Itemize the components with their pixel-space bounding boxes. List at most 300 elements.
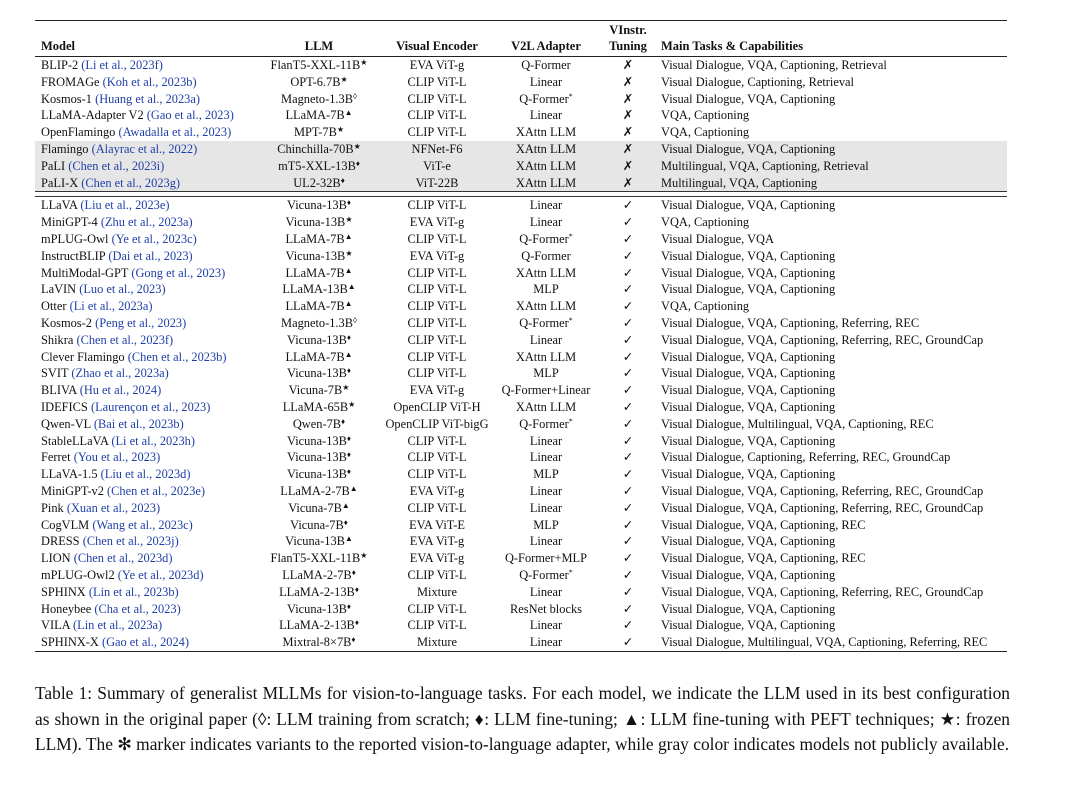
llm-name: Vicuna-13B xyxy=(287,366,347,381)
citation-link[interactable]: (Lin et al., 2023b) xyxy=(88,584,179,599)
model-cell xyxy=(35,214,255,231)
tasks-cell: Multilingual, VQA, Captioning, Retrieval xyxy=(655,158,1007,175)
adapter-cell xyxy=(491,281,601,298)
citation-link[interactable]: (Lin et al., 2023a) xyxy=(73,618,163,633)
adapter-name: XAttn LLM xyxy=(515,265,577,280)
llm-name: LLaMA-2-13B xyxy=(279,618,355,633)
model-cell xyxy=(35,141,255,158)
tuning-mark: ✓ xyxy=(622,483,634,498)
tasks-cell: Visual Dialogue, VQA, Captioning xyxy=(655,197,1007,214)
table-row xyxy=(35,466,1007,483)
visual-encoder-cell: ViT-22B xyxy=(383,175,491,192)
visual-encoder-cell: CLIP ViT-L xyxy=(407,108,467,123)
citation-link[interactable]: (Gao et al., 2024) xyxy=(101,635,189,650)
tuning-mark: ✓ xyxy=(622,248,634,263)
adapter-cell xyxy=(491,500,601,517)
llm-name: Vicuna-7B xyxy=(288,383,343,398)
llm-training-marker: ♦ xyxy=(346,198,351,208)
model-name: Qwen-VL xyxy=(41,416,91,431)
model-name: FROMAGe xyxy=(41,74,100,89)
citation-link[interactable]: (Dai et al., 2023) xyxy=(108,248,193,263)
table-row xyxy=(35,584,1007,601)
llm-training-marker: ◊ xyxy=(352,315,357,325)
llm-training-marker: ▲ xyxy=(344,231,353,241)
adapter-cell xyxy=(491,399,601,416)
llm-name: Magneto-1.3B xyxy=(281,91,353,106)
model-name: MiniGPT-v2 xyxy=(41,483,104,498)
adapter-cell xyxy=(491,248,601,265)
model-cell xyxy=(35,517,255,534)
llm-cell xyxy=(255,315,383,332)
tasks-cell: Visual Dialogue, VQA, Captioning xyxy=(661,601,836,616)
adapter-name: Linear xyxy=(529,635,563,650)
model-name: OpenFlamingo xyxy=(41,125,116,140)
visual-encoder-cell: ViT-e xyxy=(383,158,491,175)
llm-training-marker: ♦ xyxy=(346,450,351,460)
visual-encoder-cell: EVA ViT-g xyxy=(409,534,465,549)
adapter-cell xyxy=(491,158,601,175)
visual-encoder-cell: CLIP ViT-L xyxy=(407,91,467,106)
citation-link[interactable]: (Gong et al., 2023) xyxy=(131,265,226,280)
citation-link[interactable]: (Gao et al., 2023) xyxy=(146,108,234,123)
adapter-name: Q-Former xyxy=(519,315,569,330)
model-cell xyxy=(35,500,255,517)
table-row xyxy=(35,399,1007,416)
tuning-mark: ✗ xyxy=(601,175,655,192)
llm-training-marker: ▲ xyxy=(344,534,353,544)
llm-name: LLaMA-2-13B xyxy=(279,584,355,599)
llm-cell xyxy=(255,91,383,108)
table-row xyxy=(35,57,1007,74)
llm-cell xyxy=(255,124,383,141)
llm-training-marker: ♦ xyxy=(346,601,351,611)
citation-link[interactable]: (Ye et al., 2023c) xyxy=(111,231,197,246)
tuning-mark: ✓ xyxy=(622,551,634,566)
visual-encoder-cell: CLIP ViT-L xyxy=(407,349,467,364)
model-cell xyxy=(35,107,255,124)
tasks-cell: Visual Dialogue, VQA, Captioning xyxy=(661,399,836,414)
table-row xyxy=(35,382,1007,399)
tasks-cell: VQA, Captioning xyxy=(661,125,750,140)
tasks-cell: Visual Dialogue, VQA, Captioning xyxy=(661,534,836,549)
table-row xyxy=(35,197,1007,214)
header-main-tasks: Main Tasks & Capabilities xyxy=(661,38,804,53)
llm-cell xyxy=(255,158,383,175)
tuning-mark: ✓ xyxy=(622,315,634,330)
llm-cell xyxy=(255,533,383,550)
citation-link[interactable]: (Ye et al., 2023d) xyxy=(117,567,204,582)
llm-cell xyxy=(255,567,383,584)
mllm-table xyxy=(35,20,1007,652)
tasks-cell: Visual Dialogue, VQA, Captioning xyxy=(661,567,836,582)
citation-link[interactable]: (Cha et al., 2023) xyxy=(94,601,181,616)
llm-training-marker: ▲ xyxy=(349,483,358,493)
adapter-name: XAttn LLM xyxy=(515,175,577,190)
llm-cell xyxy=(255,107,383,124)
model-name: DRESS xyxy=(41,534,80,549)
llm-training-marker: ♦ xyxy=(351,635,356,645)
tasks-cell: Visual Dialogue, VQA, Captioning, Referring, REC, GroundCap xyxy=(661,584,984,599)
adapter-name: XAttn LLM xyxy=(515,349,577,364)
citation-link[interactable]: (Chen et al., 2023e) xyxy=(107,483,206,498)
visual-encoder-cell: CLIP ViT-L xyxy=(383,197,491,214)
citation-link[interactable]: (Hu et al., 2024) xyxy=(79,383,162,398)
table-row xyxy=(35,248,1007,265)
visual-encoder-cell: Mixture xyxy=(417,584,457,599)
tuning-mark: ✓ xyxy=(622,618,634,633)
llm-name: Vicuna-13B xyxy=(287,198,347,213)
tasks-cell: Visual Dialogue, VQA, Captioning xyxy=(661,618,836,633)
tuning-mark: ✓ xyxy=(622,299,634,314)
llm-training-marker: ♦ xyxy=(354,618,359,628)
llm-name: FlanT5-XXL-11B xyxy=(270,551,361,566)
model-name: PaLI-X xyxy=(41,175,79,190)
adapter-cell xyxy=(491,634,601,651)
tuning-mark: ✗ xyxy=(622,91,634,106)
llm-cell xyxy=(255,550,383,567)
citation-link[interactable]: (Bai et al., 2023b) xyxy=(93,416,184,431)
llm-training-marker: ▲ xyxy=(344,349,353,359)
adapter-cell xyxy=(491,175,601,192)
llm-name: Vicuna-13B xyxy=(285,248,346,263)
tuning-mark: ✓ xyxy=(622,265,634,280)
model-name: Kosmos-2 xyxy=(41,315,92,330)
tasks-cell: Visual Dialogue, VQA, Captioning, Retrieval xyxy=(661,58,887,72)
tasks-cell: Visual Dialogue, VQA, Captioning xyxy=(661,383,836,398)
adapter-name: Q-Former xyxy=(519,416,569,431)
llm-training-marker: ★ xyxy=(336,125,345,135)
citation-link[interactable]: (Chen et al., 2023j) xyxy=(82,534,179,549)
citation-link[interactable]: (Chen et al., 2023f) xyxy=(76,332,174,347)
tasks-cell: Visual Dialogue, VQA, Captioning xyxy=(661,433,836,448)
model-cell xyxy=(35,281,255,298)
adapter-cell xyxy=(491,298,601,315)
table-row xyxy=(35,91,1007,108)
citation-link[interactable]: (Awadalla et al., 2023) xyxy=(118,125,232,140)
adapter-variant-marker: * xyxy=(568,315,573,325)
llm-name: LLaMA-65B xyxy=(282,399,349,414)
table-row xyxy=(35,158,1007,175)
visual-encoder-cell: OpenCLIP ViT-H xyxy=(393,399,481,414)
adapter-cell xyxy=(491,231,601,248)
adapter-name: Linear xyxy=(529,108,563,123)
llm-training-marker: ▲ xyxy=(344,265,353,275)
header-visual-encoder: Visual Encoder xyxy=(396,38,478,53)
tasks-cell: Visual Dialogue, Captioning, Retrieval xyxy=(661,74,854,89)
llm-training-marker: ★ xyxy=(360,58,368,67)
tasks-cell: VQA, Captioning xyxy=(661,215,750,230)
tuning-mark: ✓ xyxy=(622,282,634,297)
model-name: Flamingo xyxy=(41,141,89,156)
citation-link[interactable]: (Liu et al., 2023d) xyxy=(100,467,191,482)
tasks-cell: Visual Dialogue, Multilingual, VQA, Captioning, Referring, REC xyxy=(655,634,1007,651)
llm-name: MPT-7B xyxy=(293,125,337,140)
tuning-mark: ✓ xyxy=(622,584,634,599)
adapter-cell xyxy=(491,365,601,382)
llm-cell xyxy=(255,197,383,214)
llm-cell xyxy=(255,231,383,248)
citation-link[interactable]: (Luo et al., 2023) xyxy=(79,282,166,297)
llm-cell xyxy=(255,617,383,634)
model-cell xyxy=(35,91,255,108)
llm-cell xyxy=(255,74,383,91)
llm-name: FlanT5-XXL-11B xyxy=(270,58,361,72)
llm-cell xyxy=(255,349,383,366)
adapter-name: MLP xyxy=(533,366,559,381)
visual-encoder-cell: EVA ViT-g xyxy=(409,551,465,566)
llm-name: Vicuna-13B xyxy=(287,332,347,347)
llm-cell xyxy=(255,248,383,265)
visual-encoder-cell: CLIP ViT-L xyxy=(407,265,467,280)
visual-encoder-cell: EVA ViT-g xyxy=(409,58,465,72)
llm-training-marker: ♦ xyxy=(346,467,351,477)
tuning-mark: ✓ xyxy=(622,601,634,616)
table-row xyxy=(35,483,1007,500)
llm-name: LLaMA-2-7B xyxy=(282,567,352,582)
llm-name: Vicuna-7B xyxy=(288,500,342,515)
tasks-cell: VQA, Captioning xyxy=(661,108,750,123)
citation-link[interactable]: (Li et al., 2023h) xyxy=(111,433,195,448)
llm-name: Vicuna-13B xyxy=(287,450,347,465)
table-row xyxy=(35,517,1007,534)
llm-training-marker: ★ xyxy=(353,141,361,151)
adapter-cell xyxy=(491,617,601,634)
adapter-cell xyxy=(491,91,601,108)
llm-training-marker: ♦ xyxy=(343,517,348,527)
adapter-name: Linear xyxy=(529,450,563,465)
model-cell xyxy=(35,74,255,91)
table-row xyxy=(35,107,1007,124)
model-name: PaLI xyxy=(41,158,66,173)
model-name: SVIT xyxy=(41,366,69,381)
llm-cell xyxy=(255,584,383,601)
tuning-mark: ✓ xyxy=(622,349,634,364)
model-name: VILA xyxy=(41,618,70,633)
model-cell xyxy=(35,433,255,450)
citation-link[interactable]: (Laurençon et al., 2023) xyxy=(90,399,211,414)
llm-training-marker: ★ xyxy=(342,383,350,393)
adapter-name: XAttn LLM xyxy=(515,125,577,140)
visual-encoder-cell: EVA ViT-g xyxy=(409,248,465,263)
llm-name: LLaMA-7B xyxy=(285,231,345,246)
citation-link[interactable]: (Chen et al., 2023b) xyxy=(127,349,227,364)
visual-encoder-cell: CLIP ViT-L xyxy=(407,231,467,246)
header-llm: LLM xyxy=(304,38,334,53)
table-row xyxy=(35,634,1007,651)
model-cell xyxy=(35,124,255,141)
llm-cell xyxy=(255,483,383,500)
citation-link[interactable]: (Koh et al., 2023b) xyxy=(102,74,197,89)
llm-cell xyxy=(255,57,383,74)
citation-link[interactable]: (You et al., 2023) xyxy=(73,450,161,465)
header-model: Model xyxy=(41,38,76,53)
table-row xyxy=(35,500,1007,517)
adapter-variant-marker: * xyxy=(568,231,573,241)
llm-cell xyxy=(255,382,383,399)
citation-link[interactable]: (Alayrac et al., 2022) xyxy=(91,141,198,156)
llm-training-marker: ▲ xyxy=(344,299,353,309)
tasks-cell: Visual Dialogue, VQA, Captioning xyxy=(661,366,836,381)
adapter-cell xyxy=(491,197,601,214)
tasks-cell: Multilingual, VQA, Captioning xyxy=(655,175,1007,192)
citation-link[interactable]: (Xuan et al., 2023) xyxy=(66,500,161,515)
adapter-cell xyxy=(491,214,601,231)
visual-encoder-cell: CLIP ViT-L xyxy=(407,500,467,515)
table-row xyxy=(35,550,1007,567)
llm-cell xyxy=(255,365,383,382)
visual-encoder-cell: CLIP ViT-L xyxy=(407,125,467,140)
tuning-mark: ✓ xyxy=(622,517,634,532)
model-cell xyxy=(35,158,255,175)
llm-training-marker: ★ xyxy=(345,215,353,225)
model-name: mPLUG-Owl xyxy=(41,231,109,246)
adapter-cell xyxy=(491,449,601,466)
citation-link[interactable]: (Liu et al., 2023e) xyxy=(80,198,170,213)
tasks-cell: Visual Dialogue, VQA, Captioning xyxy=(661,265,836,280)
model-cell xyxy=(35,617,255,634)
table-row xyxy=(35,265,1007,282)
llm-cell xyxy=(255,214,383,231)
adapter-name: Linear xyxy=(529,332,563,347)
llm-name: Vicuna-7B xyxy=(290,517,344,532)
adapter-cell xyxy=(491,332,601,349)
adapter-cell xyxy=(491,567,601,584)
llm-name: Vicuna-13B xyxy=(287,601,347,616)
tuning-mark: ✓ xyxy=(622,534,634,549)
tuning-mark: ✗ xyxy=(622,125,634,140)
adapter-name: Q-Former xyxy=(521,58,571,72)
table-row xyxy=(35,298,1007,315)
visual-encoder-cell: EVA ViT-E xyxy=(409,517,465,532)
llm-cell xyxy=(255,449,383,466)
adapter-cell xyxy=(491,483,601,500)
citation-link[interactable]: (Peng et al., 2023) xyxy=(95,315,187,330)
citation-link[interactable]: (Chen et al., 2023i) xyxy=(68,158,165,173)
adapter-variant-marker: * xyxy=(568,91,573,101)
model-name: LLaMA-Adapter V2 xyxy=(41,108,144,123)
llm-name: Magneto-1.3B xyxy=(281,315,353,330)
model-name: LLaVA xyxy=(41,198,78,213)
adapter-name: XAttn LLM xyxy=(515,299,577,314)
table-row xyxy=(35,567,1007,584)
model-cell xyxy=(35,483,255,500)
llm-cell xyxy=(255,416,383,433)
model-name: CogVLM xyxy=(41,517,90,532)
llm-training-marker: ★ xyxy=(360,551,368,561)
citation-link[interactable]: (Huang et al., 2023a) xyxy=(95,91,201,106)
table-caption: Table 1: Summary of generalist MLLMs for vision-to-language tasks. For each model, we indicate the LLM used in its best configuration as shown in the original paper (◊: LLM training from scratch; ♦: LLM fine-tuning; ▲: LLM fine-tuning with PEFT techniques; ★: frozen LLM). The ✻ marker indicates variants to the reported vision-to-language adapter, while gray color indicates models not publicly available. xyxy=(35,683,1010,754)
tuning-mark: ✓ xyxy=(622,500,634,515)
visual-encoder-cell: CLIP ViT-L xyxy=(407,618,467,633)
citation-link[interactable]: (Li et al., 2023f) xyxy=(81,58,163,72)
llm-training-marker: ★ xyxy=(340,74,348,84)
citation-link[interactable]: (Zhao et al., 2023a) xyxy=(71,366,169,381)
model-cell xyxy=(35,175,255,192)
llm-name: OPT-6.7B xyxy=(290,74,341,89)
citation-link[interactable]: (Chen et al., 2023d) xyxy=(73,551,173,566)
llm-cell xyxy=(255,332,383,349)
model-cell xyxy=(35,634,255,651)
llm-cell xyxy=(255,517,383,534)
model-cell xyxy=(35,466,255,483)
model-name: IDEFICS xyxy=(41,399,88,414)
tuning-mark: ✗ xyxy=(601,141,655,158)
adapter-name: Q-Former xyxy=(521,248,571,263)
citation-link[interactable]: (Wang et al., 2023c) xyxy=(92,517,193,532)
table-row xyxy=(35,315,1007,332)
citation-link[interactable]: (Zhu et al., 2023a) xyxy=(100,215,193,230)
adapter-cell xyxy=(491,517,601,534)
llm-training-marker: ♦ xyxy=(340,175,345,185)
header-v2l-adapter: V2L Adapter xyxy=(511,38,581,53)
llm-training-marker: ★ xyxy=(348,399,356,409)
adapter-name: Linear xyxy=(529,198,563,213)
citation-link[interactable]: (Chen et al., 2023g) xyxy=(81,175,181,190)
llm-cell xyxy=(255,601,383,618)
adapter-cell xyxy=(491,550,601,567)
citation-link[interactable]: (Li et al., 2023a) xyxy=(69,299,153,314)
model-name: MultiModal-GPT xyxy=(41,265,129,280)
llm-training-marker: ▲ xyxy=(344,108,353,118)
adapter-name: XAttn LLM xyxy=(515,158,577,173)
tasks-cell: Visual Dialogue, VQA, Captioning, Referring, REC, GroundCap xyxy=(661,332,984,347)
llm-cell xyxy=(255,433,383,450)
model-cell xyxy=(35,349,255,366)
tasks-cell: Visual Dialogue, VQA, Captioning, REC xyxy=(661,551,866,566)
table-row xyxy=(35,449,1007,466)
tuning-mark: ✓ xyxy=(622,383,634,398)
adapter-name: Linear xyxy=(529,483,563,498)
tuning-mark: ✗ xyxy=(622,58,634,72)
adapter-name: Linear xyxy=(529,500,563,515)
adapter-name: MLP xyxy=(533,282,559,297)
adapter-variant-marker: * xyxy=(568,416,573,426)
adapter-name: XAttn LLM xyxy=(515,141,577,156)
llm-training-marker: ◊ xyxy=(352,91,357,101)
llm-training-marker: ♦ xyxy=(351,567,356,577)
visual-encoder-cell: CLIP ViT-L xyxy=(407,601,467,616)
adapter-name: Q-Former+Linear xyxy=(501,383,591,398)
model-name: Ferret xyxy=(41,450,71,465)
adapter-name: Linear xyxy=(529,534,563,549)
tuning-mark: ✗ xyxy=(601,158,655,175)
header-vinstr-tuning: VInstr. Tuning xyxy=(609,23,647,53)
llm-name: LLaMA-7B xyxy=(285,108,345,123)
tasks-cell: Visual Dialogue, VQA, Captioning xyxy=(661,91,836,106)
llm-cell xyxy=(255,141,383,158)
tuning-mark: ✓ xyxy=(622,231,634,246)
model-name: BLIP-2 xyxy=(41,58,79,72)
table-row xyxy=(35,124,1007,141)
llm-cell xyxy=(255,634,383,651)
model-name: MiniGPT-4 xyxy=(41,215,98,230)
visual-encoder-cell: OpenCLIP ViT-bigG xyxy=(385,416,489,431)
model-cell xyxy=(35,315,255,332)
visual-encoder-cell: CLIP ViT-L xyxy=(407,450,467,465)
tuning-mark: ✗ xyxy=(622,108,634,123)
adapter-cell xyxy=(491,416,601,433)
visual-encoder-cell: CLIP ViT-L xyxy=(407,567,467,582)
llm-name: Vicuna-13B xyxy=(287,467,347,482)
tuning-mark: ✓ xyxy=(622,416,634,431)
tasks-cell: Visual Dialogue, VQA, Captioning, REC xyxy=(661,517,866,532)
tuning-mark: ✓ xyxy=(622,332,634,347)
adapter-cell xyxy=(491,584,601,601)
tasks-cell: Visual Dialogue, VQA, Captioning xyxy=(655,141,1007,158)
model-cell xyxy=(35,550,255,567)
llm-name: Qwen-7B xyxy=(292,416,342,431)
visual-encoder-cell: CLIP ViT-L xyxy=(407,299,467,314)
